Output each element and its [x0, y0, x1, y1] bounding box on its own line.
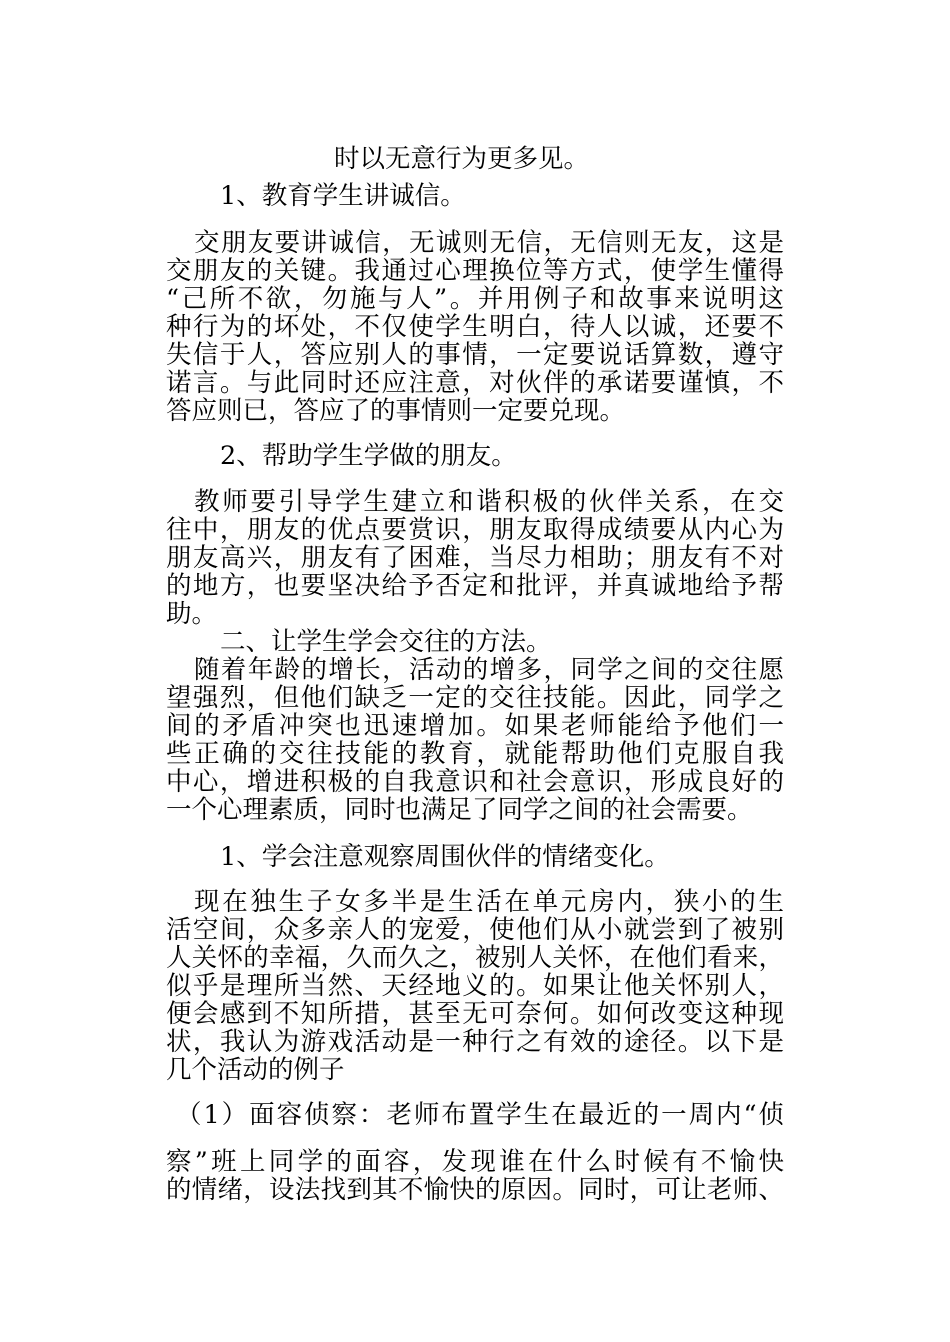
- section-heading: 2、帮助学生学做的朋友。: [220, 441, 517, 471]
- section-heading: 1、教育学生讲诚信。: [220, 181, 466, 211]
- text-line: 的情绪，设法找到其不愉快的原因。同时，可让老师、: [166, 1175, 784, 1205]
- text-line: “己所不欲，勿施与人”。并用例子和故事来说明这: [166, 284, 784, 314]
- text-line: 望强烈，但他们缺乏一定的交往技能。因此，同学之: [166, 683, 784, 713]
- text-line: 便会感到不知所措，甚至无可奈何。如何改变这种现: [166, 999, 784, 1029]
- text-line: （1）面容侦察：老师布置学生在最近的一周内“侦: [176, 1100, 784, 1130]
- text-line: 一个心理素质，同时也满足了同学之间的社会需要。: [166, 795, 753, 825]
- text-line: 种行为的坏处，不仅使学生明白，待人以诚，还要不: [166, 312, 784, 342]
- section-heading: 二、让学生学会交往的方法。: [220, 627, 552, 657]
- text-line: 朋友高兴，朋友有了困难，当尽力相助；朋友有不对: [166, 543, 784, 573]
- text-line: 随着年龄的增长，活动的增多，同学之间的交往愿: [194, 655, 784, 685]
- text-line: 似乎是理所当然、天经地义的。如果让他关怀别人，: [166, 971, 784, 1001]
- text-line: 中心，增进积极的自我意识和社会意识，形成良好的: [166, 767, 784, 797]
- text-line: 几个活动的例子: [166, 1055, 345, 1085]
- text-line: 交朋友要讲诚信，无诚则无信，无信则无友，这是: [194, 228, 784, 258]
- text-line: 活空间，众多亲人的宠爱，使他们从小就尝到了被别: [166, 915, 784, 945]
- text-line: 诺言。与此同时还应注意，对伙伴的承诺要谨慎，不: [166, 368, 784, 398]
- text-line: 些正确的交往技能的教育，就能帮助他们克服自我: [166, 739, 784, 769]
- text-line: 失信于人，答应别人的事情，一定要说话算数，遵守: [166, 340, 784, 370]
- section-heading: 1、学会注意观察周围伙伴的情绪变化。: [220, 842, 670, 872]
- text-line: 察”班上同学的面容，发现谁在什么时候有不愉快: [166, 1147, 784, 1177]
- text-line: 答应则已，答应了的事情则一定要兑现。: [166, 396, 626, 426]
- text-line: 的地方，也要坚决给予否定和批评，并真诚地给予帮: [166, 571, 784, 601]
- text-line: 间的矛盾冲突也迅速增加。如果老师能给予他们一: [166, 711, 784, 741]
- text-line: 往中，朋友的优点要赏识，朋友取得成绩要从内心为: [166, 515, 784, 545]
- text-line: 助。: [166, 599, 218, 629]
- text-line: 状，我认为游戏活动是一种行之有效的途径。以下是: [166, 1027, 784, 1057]
- text-line: 交朋友的关键。我通过心理换位等方式，使学生懂得: [166, 256, 784, 286]
- text-line: 人关怀的幸福，久而久之，被别人关怀，在他们看来，: [166, 943, 784, 973]
- text-line: 时以无意行为更多见。: [334, 144, 590, 174]
- text-line: 教师要引导学生建立和谐积极的伙伴关系，在交: [194, 487, 784, 517]
- text-line: 现在独生子女多半是生活在单元房内，狭小的生: [194, 887, 784, 917]
